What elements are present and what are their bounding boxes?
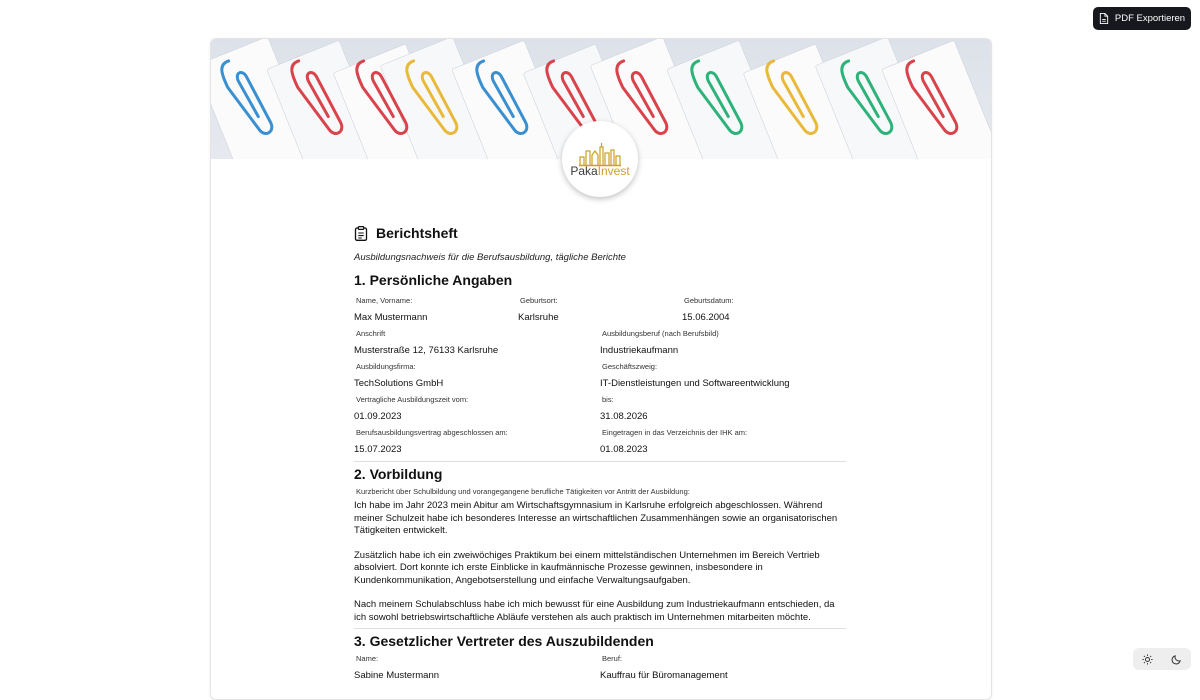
ihk-label: Eingetragen in das Verzeichnis der IHK am:	[602, 428, 748, 437]
period-from-value: 01.09.2023	[354, 411, 402, 422]
pdf-export-button[interactable]	[1093, 7, 1191, 30]
section-education-heading: 2. Vorbildung	[354, 466, 443, 482]
education-paragraph-3: Nach meinem Schulabschluss habe ich mich bewusst für eine Ausbildung zum Industriekaufmann entschieden, da ich sowohl betriebswirtschaftliche Abläufe verstehen als auch praktisch im Unternehmen mitarbeiten möchte.	[354, 599, 835, 623]
field-row	[354, 394, 846, 424]
company-logo	[562, 121, 638, 197]
branch-value: IT-Dienstleistungen und Softwareentwicklung	[600, 378, 790, 389]
company-value: TechSolutions GmbH	[354, 378, 444, 389]
clipboard-icon	[354, 226, 368, 241]
birthplace-label: Geburtsort:	[520, 296, 558, 305]
theme-toggle	[1133, 648, 1191, 670]
education-label: Kurzbericht über Schulbildung und vorangegangene berufliche Tätigkeiten vor Antritt der Ausbildung:	[356, 487, 690, 496]
section-divider	[354, 628, 846, 629]
report-page	[210, 38, 992, 700]
field-row	[354, 653, 846, 683]
period-to-label: bis:	[602, 395, 614, 404]
section-guardian-heading: 3. Gesetzlicher Vertreter des Auszubildenden	[354, 633, 654, 649]
contract-label: Berufsausbildungsvertrag abgeschlossen am:	[356, 428, 508, 437]
contract-value: 15.07.2023	[354, 444, 402, 455]
section-divider	[354, 461, 846, 462]
company-logo-text: PakaInvest	[570, 164, 630, 178]
guardian-name-value: Sabine Mustermann	[354, 670, 440, 681]
period-from-label: Vertragliche Ausbildungszeit vom:	[356, 395, 469, 404]
moon-icon[interactable]	[1169, 651, 1185, 667]
document-title	[354, 223, 846, 243]
birthdate-value: 15.06.2004	[682, 312, 730, 323]
field-row	[354, 328, 846, 358]
document-title-text: Berichtsheft	[376, 225, 458, 241]
occupation-label: Ausbildungsberuf (nach Berufsbild)	[602, 329, 719, 338]
guardian-job-label: Beruf:	[602, 654, 623, 663]
branch-label: Geschäftszweig:	[602, 362, 658, 371]
birthdate-label: Geburtsdatum:	[684, 296, 734, 305]
report-content	[354, 223, 846, 683]
education-paragraph-2: Zusätzlich habe ich ein zweiwöchiges Praktikum bei einem mittelständischen Unternehmen im Bereich Vertrieb absolviert. Dort konnte ich erste Einblicke in kaufmännische Prozesse gewinnen, insbesondere in Kundenkommunikation, Angebotserstellung und einfache Verwaltungsaufgaben.	[354, 549, 820, 586]
address-value: Musterstraße 12, 76133 Karlsruhe	[354, 345, 499, 356]
name-label: Name, Vorname:	[356, 296, 413, 305]
pdf-export-label: PDF Exportieren	[1114, 13, 1186, 24]
education-paragraph-1: Ich habe im Jahr 2023 mein Abitur am Wirtschaftsgymnasium in Karlsruhe erfolgreich abgeschlossen. Während meiner Schulzeit habe ich besonderes Interesse an wirtschaftlichen Zusammenhängen sowie an organisatorischen Tätigkeiten entwickelt.	[354, 500, 838, 536]
company-label: Ausbildungsfirma:	[356, 362, 416, 371]
sun-icon[interactable]	[1140, 651, 1156, 667]
name-value: Max Mustermann	[354, 312, 428, 323]
field-row	[354, 361, 846, 391]
section-personal-heading: 1. Persönliche Angaben	[354, 272, 513, 288]
guardian-name-label: Name:	[356, 654, 379, 663]
birthplace-value: Karlsruhe	[518, 312, 559, 323]
field-row	[354, 295, 846, 325]
file-icon	[1099, 13, 1109, 24]
period-to-value: 31.08.2026	[600, 411, 648, 422]
document-subtitle: Ausbildungsnachweis für die Berufsausbildung, tägliche Berichte	[354, 252, 626, 263]
guardian-job-value: Kauffrau für Büromanagement	[600, 670, 728, 681]
ihk-value: 01.08.2023	[600, 444, 648, 455]
occupation-value: Industriekaufmann	[600, 345, 679, 356]
address-label: Anschrift	[356, 329, 386, 338]
field-row	[354, 427, 846, 457]
